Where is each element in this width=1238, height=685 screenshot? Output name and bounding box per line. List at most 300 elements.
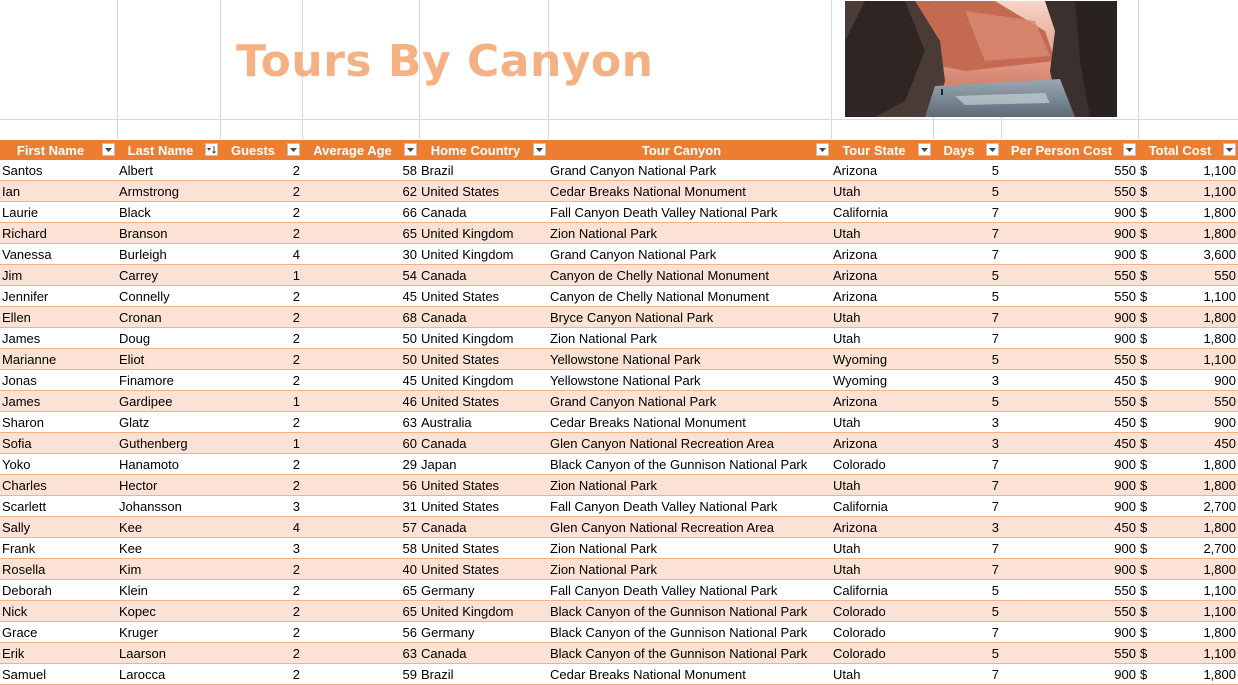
cell-days[interactable]: 5 bbox=[933, 643, 1001, 664]
filter-dropdown-icon[interactable] bbox=[918, 143, 931, 156]
cell-average-age[interactable]: 50 bbox=[302, 328, 419, 349]
header-label: Tour Canyon bbox=[641, 142, 722, 158]
cell-last-name[interactable]: Albert bbox=[117, 160, 220, 181]
cell-total-cost[interactable] bbox=[1138, 265, 1238, 286]
cell-first-name[interactable]: Deborah bbox=[0, 580, 117, 601]
cell-last-name[interactable]: Hanamoto bbox=[117, 454, 220, 475]
cell-average-age[interactable]: 65 bbox=[302, 580, 419, 601]
cell-tour-state[interactable]: Utah bbox=[831, 538, 933, 559]
cell-days[interactable]: 7 bbox=[933, 202, 1001, 223]
cell-guests[interactable]: 4 bbox=[220, 244, 302, 265]
cell-tour-canyon[interactable]: Zion National Park bbox=[548, 559, 831, 580]
table-row bbox=[0, 601, 1238, 622]
cell-home-country[interactable]: United States bbox=[419, 286, 548, 307]
header-label: First Name bbox=[16, 142, 85, 158]
cell-days[interactable]: 3 bbox=[933, 433, 1001, 454]
filter-dropdown-icon[interactable] bbox=[404, 143, 417, 156]
cell-days[interactable]: 7 bbox=[933, 328, 1001, 349]
cell-days[interactable]: 7 bbox=[933, 307, 1001, 328]
cell-tour-canyon[interactable]: Cedar Breaks National Monument bbox=[548, 412, 831, 433]
currency-symbol: $ bbox=[1140, 225, 1148, 241]
cell-average-age[interactable]: 62 bbox=[302, 181, 419, 202]
total-value: 2,700 bbox=[1203, 498, 1236, 514]
cell-days[interactable]: 7 bbox=[933, 454, 1001, 475]
table-row bbox=[0, 160, 1238, 181]
cell-first-name[interactable]: Richard bbox=[0, 223, 117, 244]
cell-days[interactable]: 5 bbox=[933, 160, 1001, 181]
cell-average-age[interactable]: 59 bbox=[302, 664, 419, 685]
sort-filter-icon[interactable] bbox=[205, 143, 218, 156]
canyon-photo[interactable] bbox=[845, 1, 1117, 117]
cell-total-cost[interactable] bbox=[1138, 433, 1238, 454]
filter-dropdown-icon[interactable] bbox=[533, 143, 546, 156]
cell-per-person-cost[interactable]: 900 bbox=[1001, 454, 1138, 475]
cell-home-country[interactable]: Brazil bbox=[419, 160, 548, 181]
cell-guests[interactable]: 2 bbox=[220, 580, 302, 601]
cell-first-name[interactable]: Ian bbox=[0, 181, 117, 202]
cell-tour-canyon[interactable]: Fall Canyon Death Valley National Park bbox=[548, 496, 831, 517]
currency-symbol: $ bbox=[1140, 414, 1148, 430]
cell-total-cost[interactable] bbox=[1138, 559, 1238, 580]
cell-home-country[interactable]: Germany bbox=[419, 580, 548, 601]
cell-first-name[interactable]: Rosella bbox=[0, 559, 117, 580]
cell-guests[interactable]: 2 bbox=[220, 370, 302, 391]
cell-guests[interactable]: 2 bbox=[220, 223, 302, 244]
cell-per-person-cost[interactable]: 900 bbox=[1001, 223, 1138, 244]
cell-first-name[interactable]: Grace bbox=[0, 622, 117, 643]
cell-home-country[interactable]: Australia bbox=[419, 412, 548, 433]
cell-days[interactable]: 5 bbox=[933, 391, 1001, 412]
cell-home-country[interactable]: United States bbox=[419, 496, 548, 517]
cell-last-name[interactable]: Finamore bbox=[117, 370, 220, 391]
cell-tour-canyon[interactable]: Cedar Breaks National Monument bbox=[548, 664, 831, 685]
cell-tour-state[interactable]: Arizona bbox=[831, 433, 933, 454]
cell-per-person-cost[interactable]: 900 bbox=[1001, 475, 1138, 496]
total-value: 1,800 bbox=[1203, 666, 1236, 682]
cell-home-country[interactable]: Canada bbox=[419, 202, 548, 223]
cell-days[interactable]: 7 bbox=[933, 475, 1001, 496]
cell-days[interactable]: 3 bbox=[933, 412, 1001, 433]
cell-average-age[interactable]: 40 bbox=[302, 559, 419, 580]
cell-tour-state[interactable]: Utah bbox=[831, 664, 933, 685]
total-value: 900 bbox=[1214, 372, 1236, 388]
cell-average-age[interactable]: 56 bbox=[302, 475, 419, 496]
header-label: Days bbox=[943, 142, 975, 158]
cell-total-cost[interactable] bbox=[1138, 580, 1238, 601]
cell-last-name[interactable]: Larocca bbox=[117, 664, 220, 685]
cell-per-person-cost[interactable]: 550 bbox=[1001, 286, 1138, 307]
cell-days[interactable]: 5 bbox=[933, 181, 1001, 202]
cell-last-name[interactable]: Branson bbox=[117, 223, 220, 244]
cell-guests[interactable]: 2 bbox=[220, 454, 302, 475]
cell-guests[interactable]: 2 bbox=[220, 601, 302, 622]
currency-symbol: $ bbox=[1140, 603, 1148, 619]
cell-per-person-cost[interactable]: 900 bbox=[1001, 496, 1138, 517]
cell-last-name[interactable]: Hector bbox=[117, 475, 220, 496]
cell-tour-state[interactable]: Utah bbox=[831, 328, 933, 349]
filter-dropdown-icon[interactable] bbox=[816, 143, 829, 156]
cell-total-cost[interactable] bbox=[1138, 370, 1238, 391]
header-home-country bbox=[419, 140, 548, 160]
cell-home-country[interactable]: Canada bbox=[419, 517, 548, 538]
cell-total-cost[interactable] bbox=[1138, 517, 1238, 538]
cell-tour-state[interactable]: Arizona bbox=[831, 244, 933, 265]
cell-tour-state[interactable]: California bbox=[831, 496, 933, 517]
cell-total-cost[interactable] bbox=[1138, 202, 1238, 223]
cell-per-person-cost[interactable]: 550 bbox=[1001, 181, 1138, 202]
cell-days[interactable]: 3 bbox=[933, 517, 1001, 538]
cell-home-country[interactable]: United States bbox=[419, 181, 548, 202]
cell-per-person-cost[interactable]: 450 bbox=[1001, 433, 1138, 454]
cell-per-person-cost[interactable]: 450 bbox=[1001, 370, 1138, 391]
cell-tour-canyon[interactable]: Yellowstone National Park bbox=[548, 370, 831, 391]
table-row bbox=[0, 202, 1238, 223]
cell-last-name[interactable]: Kim bbox=[117, 559, 220, 580]
cell-days[interactable]: 7 bbox=[933, 664, 1001, 685]
total-value: 1,800 bbox=[1203, 204, 1236, 220]
total-value: 1,800 bbox=[1203, 519, 1236, 535]
cell-first-name[interactable]: Santos bbox=[0, 160, 117, 181]
header-average-age bbox=[302, 140, 419, 160]
cell-first-name[interactable]: Laurie bbox=[0, 202, 117, 223]
cell-tour-canyon[interactable]: Fall Canyon Death Valley National Park bbox=[548, 202, 831, 223]
cell-per-person-cost[interactable]: 450 bbox=[1001, 412, 1138, 433]
cell-guests[interactable]: 2 bbox=[220, 307, 302, 328]
cell-tour-state[interactable]: Utah bbox=[831, 475, 933, 496]
cell-days[interactable]: 5 bbox=[933, 580, 1001, 601]
cell-average-age[interactable]: 46 bbox=[302, 391, 419, 412]
cell-first-name[interactable]: Ellen bbox=[0, 307, 117, 328]
cell-first-name[interactable]: Yoko bbox=[0, 454, 117, 475]
cell-average-age[interactable]: 65 bbox=[302, 223, 419, 244]
currency-symbol: $ bbox=[1140, 582, 1148, 598]
cell-days[interactable]: 7 bbox=[933, 559, 1001, 580]
cell-tour-state[interactable]: Colorado bbox=[831, 454, 933, 475]
cell-average-age[interactable]: 45 bbox=[302, 370, 419, 391]
cell-average-age[interactable]: 58 bbox=[302, 160, 419, 181]
cell-guests[interactable]: 2 bbox=[220, 160, 302, 181]
cell-guests[interactable]: 2 bbox=[220, 328, 302, 349]
total-value: 1,800 bbox=[1203, 225, 1236, 241]
cell-total-cost[interactable] bbox=[1138, 412, 1238, 433]
cell-days[interactable]: 7 bbox=[933, 622, 1001, 643]
cell-tour-canyon[interactable]: Zion National Park bbox=[548, 475, 831, 496]
cell-average-age[interactable]: 63 bbox=[302, 412, 419, 433]
cell-tour-canyon[interactable]: Grand Canyon National Park bbox=[548, 391, 831, 412]
cell-tour-state[interactable]: Wyoming bbox=[831, 349, 933, 370]
cell-last-name[interactable]: Kee bbox=[117, 538, 220, 559]
cell-per-person-cost[interactable]: 550 bbox=[1001, 349, 1138, 370]
cell-first-name[interactable]: Jennifer bbox=[0, 286, 117, 307]
cell-total-cost[interactable] bbox=[1138, 328, 1238, 349]
cell-home-country[interactable]: United States bbox=[419, 559, 548, 580]
cell-days[interactable]: 5 bbox=[933, 601, 1001, 622]
cell-guests[interactable]: 2 bbox=[220, 643, 302, 664]
cell-first-name[interactable]: Frank bbox=[0, 538, 117, 559]
cell-total-cost[interactable] bbox=[1138, 496, 1238, 517]
filter-dropdown-icon[interactable] bbox=[102, 143, 115, 156]
cell-last-name[interactable]: Kee bbox=[117, 517, 220, 538]
cell-guests[interactable]: 1 bbox=[220, 391, 302, 412]
cell-last-name[interactable]: Connelly bbox=[117, 286, 220, 307]
cell-last-name[interactable]: Johansson bbox=[117, 496, 220, 517]
cell-guests[interactable]: 2 bbox=[220, 664, 302, 685]
cell-total-cost[interactable] bbox=[1138, 244, 1238, 265]
cell-first-name[interactable]: James bbox=[0, 328, 117, 349]
header-last-name bbox=[117, 140, 220, 160]
cell-home-country[interactable]: Japan bbox=[419, 454, 548, 475]
cell-total-cost[interactable] bbox=[1138, 391, 1238, 412]
cell-guests[interactable]: 2 bbox=[220, 181, 302, 202]
cell-tour-canyon[interactable]: Canyon de Chelly National Monument bbox=[548, 265, 831, 286]
cell-guests[interactable]: 2 bbox=[220, 202, 302, 223]
cell-tour-canyon[interactable]: Grand Canyon National Park bbox=[548, 244, 831, 265]
cell-average-age[interactable]: 29 bbox=[302, 454, 419, 475]
cell-first-name[interactable]: James bbox=[0, 391, 117, 412]
cell-first-name[interactable]: Vanessa bbox=[0, 244, 117, 265]
cell-first-name[interactable]: Sofia bbox=[0, 433, 117, 454]
cell-tour-canyon[interactable]: Glen Canyon National Recreation Area bbox=[548, 517, 831, 538]
cell-average-age[interactable]: 50 bbox=[302, 349, 419, 370]
cell-average-age[interactable]: 45 bbox=[302, 286, 419, 307]
cell-per-person-cost[interactable]: 550 bbox=[1001, 391, 1138, 412]
cell-last-name[interactable]: Eliot bbox=[117, 349, 220, 370]
cell-tour-canyon[interactable]: Zion National Park bbox=[548, 328, 831, 349]
cell-tour-state[interactable]: Utah bbox=[831, 223, 933, 244]
cell-home-country[interactable]: United Kingdom bbox=[419, 328, 548, 349]
cell-last-name[interactable]: Glatz bbox=[117, 412, 220, 433]
cell-first-name[interactable]: Jim bbox=[0, 265, 117, 286]
cell-last-name[interactable]: Cronan bbox=[117, 307, 220, 328]
cell-first-name[interactable]: Samuel bbox=[0, 664, 117, 685]
cell-home-country[interactable]: Brazil bbox=[419, 664, 548, 685]
currency-symbol: $ bbox=[1140, 372, 1148, 388]
filter-dropdown-icon[interactable] bbox=[1223, 143, 1236, 156]
total-value: 1,800 bbox=[1203, 561, 1236, 577]
header-tour-state bbox=[831, 140, 933, 160]
cell-home-country[interactable]: Canada bbox=[419, 433, 548, 454]
table-row bbox=[0, 349, 1238, 370]
cell-total-cost[interactable] bbox=[1138, 475, 1238, 496]
cell-first-name[interactable]: Sally bbox=[0, 517, 117, 538]
cell-home-country[interactable]: Canada bbox=[419, 265, 548, 286]
cell-tour-state[interactable]: Arizona bbox=[831, 391, 933, 412]
cell-home-country[interactable]: United States bbox=[419, 538, 548, 559]
cell-average-age[interactable]: 57 bbox=[302, 517, 419, 538]
cell-total-cost[interactable] bbox=[1138, 454, 1238, 475]
cell-tour-canyon[interactable]: Canyon de Chelly National Monument bbox=[548, 286, 831, 307]
cell-guests[interactable]: 2 bbox=[220, 559, 302, 580]
cell-first-name[interactable]: Scarlett bbox=[0, 496, 117, 517]
cell-last-name[interactable]: Gardipee bbox=[117, 391, 220, 412]
cell-guests[interactable]: 2 bbox=[220, 286, 302, 307]
cell-per-person-cost[interactable]: 900 bbox=[1001, 244, 1138, 265]
cell-days[interactable]: 7 bbox=[933, 538, 1001, 559]
cell-last-name[interactable]: Doug bbox=[117, 328, 220, 349]
currency-symbol: $ bbox=[1140, 435, 1148, 451]
cell-tour-canyon[interactable]: Fall Canyon Death Valley National Park bbox=[548, 580, 831, 601]
cell-total-cost[interactable] bbox=[1138, 643, 1238, 664]
cell-days[interactable]: 7 bbox=[933, 223, 1001, 244]
table-row bbox=[0, 307, 1238, 328]
cell-per-person-cost[interactable]: 900 bbox=[1001, 538, 1138, 559]
header-first-name bbox=[0, 140, 117, 160]
cell-home-country[interactable]: Germany bbox=[419, 622, 548, 643]
cell-per-person-cost[interactable]: 550 bbox=[1001, 160, 1138, 181]
cell-average-age[interactable]: 68 bbox=[302, 307, 419, 328]
total-value: 1,100 bbox=[1203, 162, 1236, 178]
cell-tour-state[interactable]: Arizona bbox=[831, 286, 933, 307]
cell-guests[interactable]: 3 bbox=[220, 496, 302, 517]
cell-home-country[interactable]: United States bbox=[419, 349, 548, 370]
cell-home-country[interactable]: United Kingdom bbox=[419, 370, 548, 391]
cell-per-person-cost[interactable]: 900 bbox=[1001, 307, 1138, 328]
cell-average-age[interactable]: 31 bbox=[302, 496, 419, 517]
cell-guests[interactable]: 3 bbox=[220, 538, 302, 559]
cell-tour-state[interactable]: California bbox=[831, 580, 933, 601]
cell-days[interactable]: 7 bbox=[933, 496, 1001, 517]
cell-total-cost[interactable] bbox=[1138, 181, 1238, 202]
total-value: 1,800 bbox=[1203, 477, 1236, 493]
cell-total-cost[interactable] bbox=[1138, 601, 1238, 622]
cell-total-cost[interactable] bbox=[1138, 664, 1238, 685]
cell-tour-state[interactable]: California bbox=[831, 202, 933, 223]
cell-last-name[interactable]: Armstrong bbox=[117, 181, 220, 202]
cell-tour-state[interactable]: Utah bbox=[831, 559, 933, 580]
currency-symbol: $ bbox=[1140, 519, 1148, 535]
cell-per-person-cost[interactable]: 450 bbox=[1001, 517, 1138, 538]
filter-dropdown-icon[interactable] bbox=[287, 143, 300, 156]
currency-symbol: $ bbox=[1140, 540, 1148, 556]
table-row bbox=[0, 643, 1238, 664]
cell-last-name[interactable]: Burleigh bbox=[117, 244, 220, 265]
cell-tour-canyon[interactable]: Zion National Park bbox=[548, 538, 831, 559]
cell-home-country[interactable]: United Kingdom bbox=[419, 601, 548, 622]
header-label: Average Age bbox=[313, 142, 392, 158]
cell-guests[interactable]: 1 bbox=[220, 433, 302, 454]
cell-tour-state[interactable]: Colorado bbox=[831, 601, 933, 622]
currency-symbol: $ bbox=[1140, 162, 1148, 178]
cell-home-country[interactable]: Canada bbox=[419, 307, 548, 328]
filter-dropdown-icon[interactable] bbox=[1123, 143, 1136, 156]
cell-first-name[interactable]: Erik bbox=[0, 643, 117, 664]
cell-tour-canyon[interactable]: Zion National Park bbox=[548, 223, 831, 244]
cell-average-age[interactable]: 63 bbox=[302, 643, 419, 664]
cell-last-name[interactable]: Kopec bbox=[117, 601, 220, 622]
cell-guests[interactable]: 4 bbox=[220, 517, 302, 538]
cell-days[interactable]: 3 bbox=[933, 370, 1001, 391]
cell-last-name[interactable]: Carrey bbox=[117, 265, 220, 286]
cell-total-cost[interactable] bbox=[1138, 223, 1238, 244]
cell-home-country[interactable]: Canada bbox=[419, 643, 548, 664]
cell-average-age[interactable]: 66 bbox=[302, 202, 419, 223]
cell-last-name[interactable]: Kruger bbox=[117, 622, 220, 643]
cell-tour-state[interactable]: Wyoming bbox=[831, 370, 933, 391]
cell-first-name[interactable]: Nick bbox=[0, 601, 117, 622]
cell-guests[interactable]: 2 bbox=[220, 412, 302, 433]
cell-days[interactable]: 5 bbox=[933, 349, 1001, 370]
table-row bbox=[0, 664, 1238, 685]
cell-days[interactable]: 7 bbox=[933, 244, 1001, 265]
cell-total-cost[interactable] bbox=[1138, 622, 1238, 643]
cell-last-name[interactable]: Klein bbox=[117, 580, 220, 601]
cell-average-age[interactable]: 60 bbox=[302, 433, 419, 454]
currency-symbol: $ bbox=[1140, 288, 1148, 304]
cell-per-person-cost[interactable]: 550 bbox=[1001, 265, 1138, 286]
cell-guests[interactable]: 1 bbox=[220, 265, 302, 286]
cell-per-person-cost[interactable]: 900 bbox=[1001, 328, 1138, 349]
cell-first-name[interactable]: Charles bbox=[0, 475, 117, 496]
cell-tour-state[interactable]: Colorado bbox=[831, 643, 933, 664]
cell-guests[interactable]: 2 bbox=[220, 349, 302, 370]
cell-days[interactable]: 5 bbox=[933, 286, 1001, 307]
table-row bbox=[0, 223, 1238, 244]
cell-first-name[interactable]: Jonas bbox=[0, 370, 117, 391]
cell-tour-canyon[interactable]: Black Canyon of the Gunnison National Park bbox=[548, 643, 831, 664]
cell-tour-state[interactable]: Utah bbox=[831, 307, 933, 328]
cell-average-age[interactable]: 30 bbox=[302, 244, 419, 265]
cell-tour-canyon[interactable]: Grand Canyon National Park bbox=[548, 160, 831, 181]
cell-per-person-cost[interactable]: 900 bbox=[1001, 559, 1138, 580]
cell-first-name[interactable]: Sharon bbox=[0, 412, 117, 433]
cell-tour-canyon[interactable]: Cedar Breaks National Monument bbox=[548, 181, 831, 202]
cell-last-name[interactable]: Guthenberg bbox=[117, 433, 220, 454]
cell-total-cost[interactable] bbox=[1138, 160, 1238, 181]
cell-average-age[interactable]: 56 bbox=[302, 622, 419, 643]
cell-home-country[interactable]: United States bbox=[419, 475, 548, 496]
cell-tour-state[interactable]: Colorado bbox=[831, 622, 933, 643]
cell-tour-canyon[interactable]: Bryce Canyon National Park bbox=[548, 307, 831, 328]
cell-last-name[interactable]: Black bbox=[117, 202, 220, 223]
cell-average-age[interactable]: 54 bbox=[302, 265, 419, 286]
cell-tour-state[interactable]: Arizona bbox=[831, 265, 933, 286]
cell-tour-state[interactable]: Arizona bbox=[831, 160, 933, 181]
cell-per-person-cost[interactable]: 900 bbox=[1001, 664, 1138, 685]
cell-per-person-cost[interactable]: 550 bbox=[1001, 643, 1138, 664]
cell-tour-canyon[interactable]: Black Canyon of the Gunnison National Park bbox=[548, 622, 831, 643]
cell-home-country[interactable]: United Kingdom bbox=[419, 223, 548, 244]
cell-days[interactable]: 5 bbox=[933, 265, 1001, 286]
filter-dropdown-icon[interactable] bbox=[986, 143, 999, 156]
cell-home-country[interactable]: United States bbox=[419, 391, 548, 412]
cell-tour-canyon[interactable]: Glen Canyon National Recreation Area bbox=[548, 433, 831, 454]
cell-guests[interactable]: 2 bbox=[220, 475, 302, 496]
cell-average-age[interactable]: 58 bbox=[302, 538, 419, 559]
currency-symbol: $ bbox=[1140, 456, 1148, 472]
cell-tour-state[interactable]: Utah bbox=[831, 181, 933, 202]
cell-per-person-cost[interactable]: 550 bbox=[1001, 580, 1138, 601]
cell-tour-canyon[interactable]: Black Canyon of the Gunnison National Park bbox=[548, 454, 831, 475]
cell-total-cost[interactable] bbox=[1138, 538, 1238, 559]
table-row bbox=[0, 328, 1238, 349]
cell-home-country[interactable]: United Kingdom bbox=[419, 244, 548, 265]
cell-tour-state[interactable]: Utah bbox=[831, 412, 933, 433]
cell-per-person-cost[interactable]: 900 bbox=[1001, 202, 1138, 223]
cell-tour-state[interactable]: Arizona bbox=[831, 517, 933, 538]
cell-average-age[interactable]: 65 bbox=[302, 601, 419, 622]
cell-total-cost[interactable] bbox=[1138, 349, 1238, 370]
cell-per-person-cost[interactable]: 550 bbox=[1001, 601, 1138, 622]
cell-guests[interactable]: 2 bbox=[220, 622, 302, 643]
cell-total-cost[interactable] bbox=[1138, 307, 1238, 328]
cell-tour-canyon[interactable]: Yellowstone National Park bbox=[548, 349, 831, 370]
header-label: Last Name bbox=[127, 142, 194, 158]
cell-tour-canyon[interactable]: Black Canyon of the Gunnison National Park bbox=[548, 601, 831, 622]
cell-total-cost[interactable] bbox=[1138, 286, 1238, 307]
cell-last-name[interactable]: Laarson bbox=[117, 643, 220, 664]
cell-per-person-cost[interactable]: 900 bbox=[1001, 622, 1138, 643]
cell-first-name[interactable]: Marianne bbox=[0, 349, 117, 370]
